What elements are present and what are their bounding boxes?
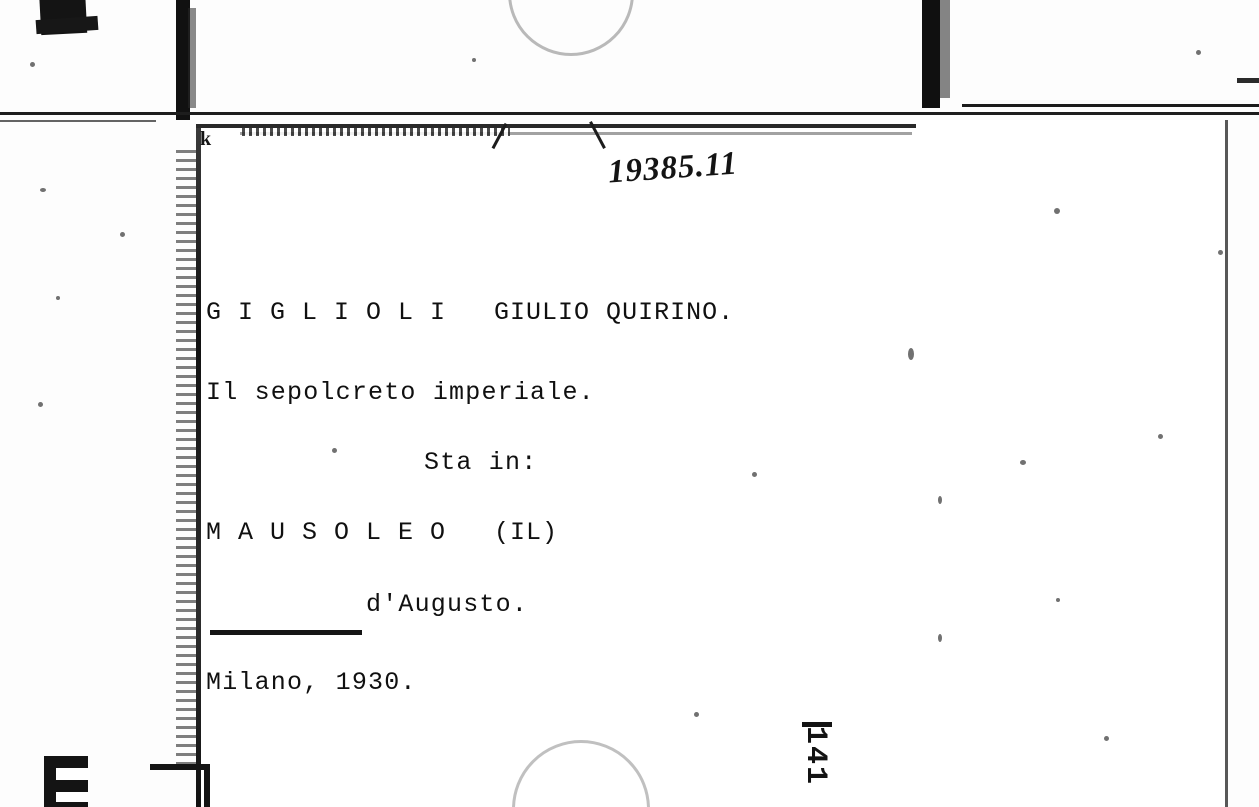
accession-number: 19385.11 <box>606 145 739 191</box>
scan-artifact-bottom-left-notch-1 <box>56 768 90 780</box>
card-left-edge <box>196 128 201 807</box>
entry-relation: Sta in: <box>424 448 538 477</box>
scan-speck <box>1020 460 1026 465</box>
entry-host-title-continued: d'Augusto. <box>366 590 529 619</box>
catalog-card <box>196 120 1228 807</box>
scan-artifact-bottom-hook <box>150 764 210 770</box>
scan-speck <box>1196 50 1201 55</box>
scan-artifact-bottom-hook-vertical <box>204 764 210 807</box>
scan-speck <box>938 634 942 642</box>
corner-mark: k <box>200 128 212 150</box>
scan-artifact-top-vertical-bar-right <box>922 0 940 108</box>
scan-speck <box>1218 250 1223 255</box>
scan-artifact-top-vertical-bar-right-shadow <box>940 0 950 98</box>
scan-artifact-top-arc <box>508 0 634 56</box>
scan-speck <box>752 472 757 477</box>
scan-speck <box>472 58 476 62</box>
scan-artifact-top-vertical-bar-shadow <box>188 8 196 108</box>
horizontal-rule-right <box>962 104 1259 107</box>
entry-underline <box>210 630 362 635</box>
scan-artifact-top-left-bar-2 <box>36 16 99 34</box>
entry-title: Il sepolcreto imperiale. <box>206 378 595 407</box>
horizontal-rule-dashed-left <box>0 120 156 122</box>
scan-speck <box>1054 208 1060 214</box>
scan-speck <box>38 402 43 407</box>
card-right-edge <box>1225 120 1228 807</box>
card-top-hatching <box>242 128 510 136</box>
scan-speck <box>1056 598 1060 602</box>
scan-speck <box>30 62 35 67</box>
horizontal-rule <box>0 112 1259 115</box>
scan-speck <box>40 188 46 192</box>
scan-speck <box>120 232 125 237</box>
scan-speck <box>332 448 337 453</box>
scan-speck <box>908 348 914 360</box>
scan-artifact-bottom-left-notch-2 <box>56 792 90 802</box>
scan-artifact-right-edge-tick <box>1237 78 1259 83</box>
scan-speck <box>1158 434 1163 439</box>
scan-speck <box>694 712 699 717</box>
scan-speck <box>56 296 60 300</box>
entry-author: G I G L I O L I GIULIO QUIRINO. <box>206 298 735 327</box>
bottom-number: 141 <box>798 726 832 787</box>
scan-speck <box>1104 736 1109 741</box>
card-left-edge-noise <box>176 150 196 770</box>
entry-imprint: Milano, 1930. <box>206 668 417 697</box>
scan-speck <box>938 496 942 504</box>
entry-host-title: M A U S O L E O (IL) <box>206 518 559 547</box>
